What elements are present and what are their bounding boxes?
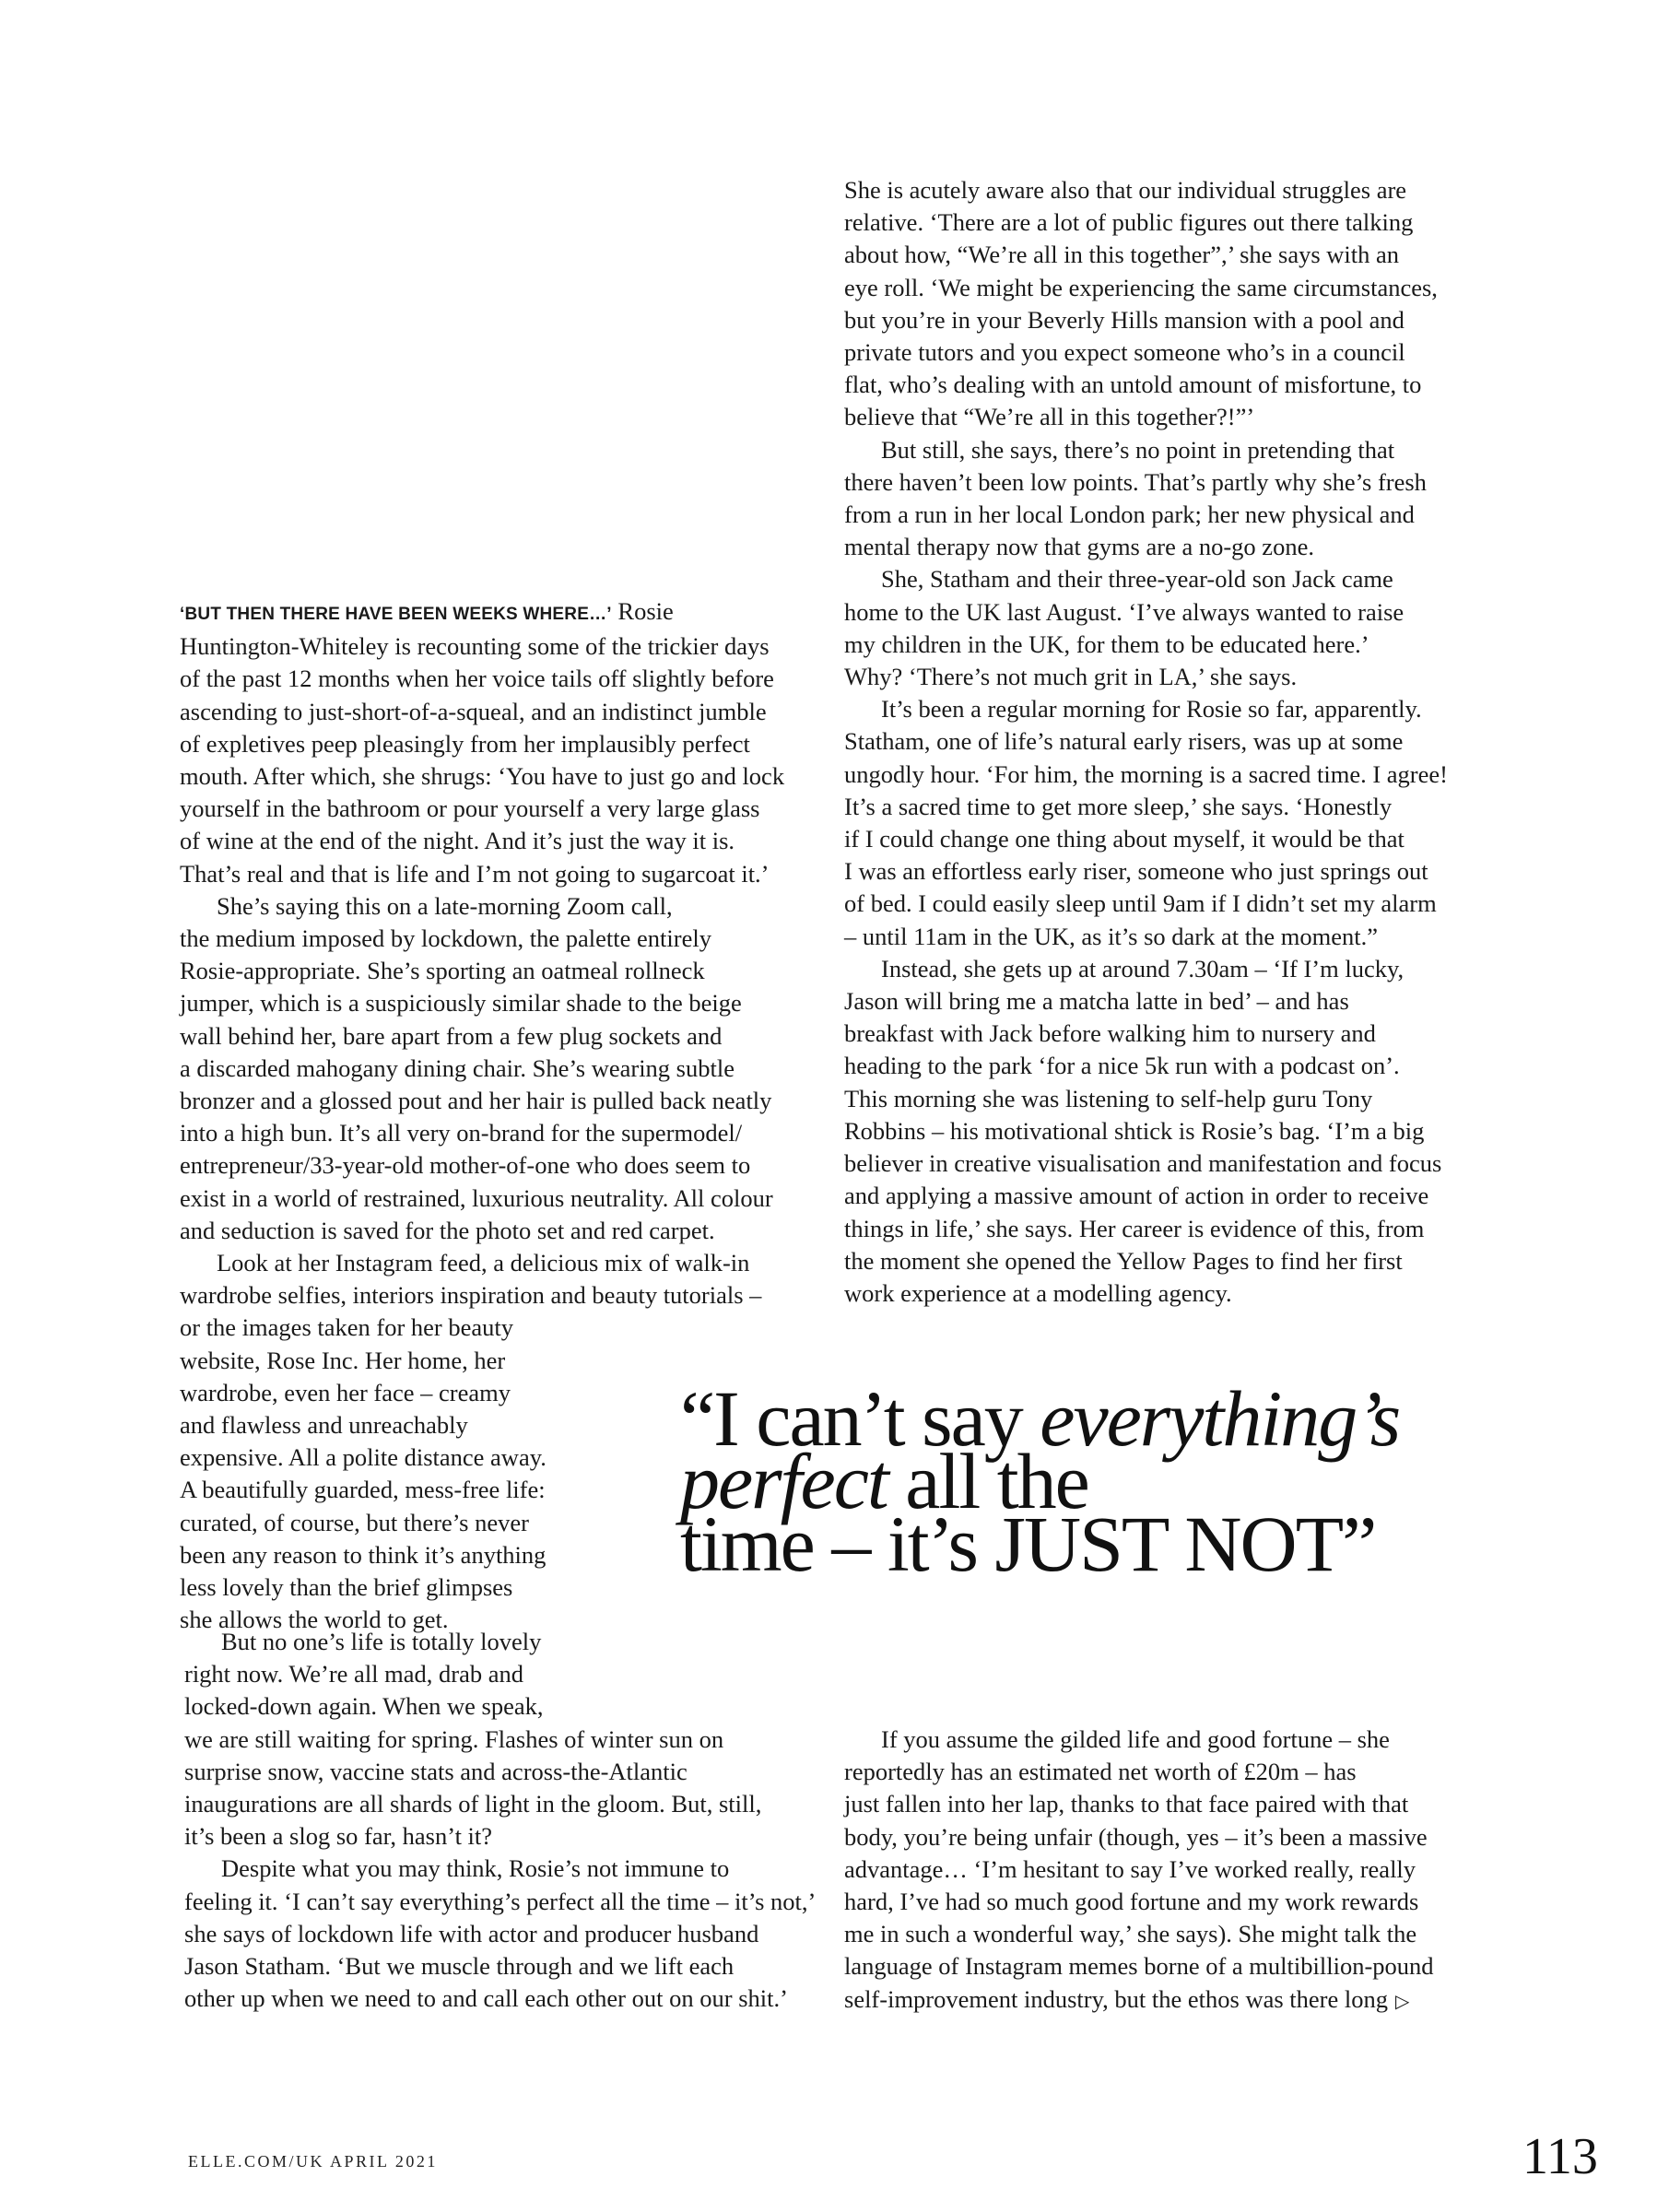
paragraph-text: If you assume the gilded life and good fortune – she reportedly has an estimated net worth of £20m – has just fallen into her lap, thanks to that face paired with that body, you’re being unfair (though, yes – it’s been a massive advantage… ‘I’m hesitant to say I’ve worked really, really hard, I’ve had so much good fortune and my work rewards me in such a wonderful way,’ she says). She might talk the language of Instagram memes borne of a multibillion-pound self-improvement industry, but the ethos was there long (844, 1725, 1434, 2013)
article-right-column-bottom (844, 1724, 1489, 2018)
paragraph (844, 1724, 1489, 2018)
pull-quote (680, 1374, 1491, 1588)
paragraph: Despite what you may think, Rosie’s not immune to feeling it. ‘I can’t say everything’s perfect all the time – it’s not,’ she says of lockdown life with actor and producer husband Jason Statham. ‘But we muscle through and we lift each other up when we need to and call each other out on our shit.’ (184, 1854, 817, 2013)
article-left-column-bottom (184, 1626, 844, 2015)
pull-quote-emphasis: everything’s (1040, 1374, 1400, 1463)
paragraph: Look at her Instagram feed, a delicious mix of walk-in wardrobe selfies, interiors inspiration and beauty tutorials – or the images taken for her beauty website, Rose Inc. Her home, her wardrobe, even her face – creamy and flawless and unreachably expensive. All a polite distance away. A beautifully guarded, mess-free life: curated, of course, but there’s never been any reason to think it’s anything less lovely than the brief glimpses she allows the world to get. (180, 1249, 762, 1634)
kicker: ‘BUT THEN THERE HAVE BEEN WEEKS WHERE…’ (180, 605, 612, 624)
pull-quote-emphasis: perfect (680, 1437, 887, 1525)
paragraph: But no one’s life is totally lovely right now. We’re all mad, drab and locked-down again. When we speak, we are still waiting for spring. Flashes of winter sun on surprise snow, vaccine stats and across-the-Atlantic inaugurations are all shards of light in the gloom. But, still, it’s been a slog so far, hasn’t it? (184, 1628, 762, 1851)
paragraph: She, Statham and their three-year-old son Jack came home to the UK last August. ‘I’ve always wanted to raise my children in the UK, for them to be educated here.’ Why? ‘There’s not much grit in LA,’ she says. (844, 565, 1405, 691)
page-number: 113 (1522, 2128, 1598, 2185)
footer-publication: ELLE.COM/UK APRIL 2021 (188, 2152, 438, 2171)
paragraph-text: Rosie Huntington-Whiteley is recounting some of the trickier days of the past 12 months when her voice tails off slightly before ascending to just-short-of-a-squeal, and an indistinct jumble of expletives peep pleasingly from her implausibly perfect mouth. After which, she shrugs: ‘You have to just go and lock yourself in the bathroom or pour yourself a very large glass of wine at the end of the night. And it’s just the way it is. That’s real and that is life and I’m not going to sugarcoat it.’ (180, 597, 785, 888)
pull-quote-text: “I can’t say (680, 1374, 1040, 1463)
paragraph: It’s been a regular morning for Rosie so far, apparently. Statham, one of life’s natural early risers, was up at some ungodly hour. ‘For him, the morning is a sacred time. I agree! It’s a sacred time to get more sleep,’ she says. ‘Honestly if I could change one thing about myself, it would be that I was an effortless early riser, someone who just springs out of bed. I could easily sleep until 9am if I didn’t set my alarm – until 11am in the UK, as it’s so dark at the moment.” (844, 695, 1448, 950)
continue-arrow-icon: ▷ (1395, 1991, 1410, 2012)
paragraph: She’s saying this on a late-morning Zoom call, the medium imposed by lockdown, the palette entirely Rosie-appropriate. She’s sporting an oatmeal rollneck jumper, which is a suspiciously similar shade to the beige wall behind her, bare apart from a few plug sockets and a discarded mahogany dining chair. She’s wearing subtle bronzer and a glossed pout and her hair is pulled back neatly into a high bun. It’s all very on-brand for the supermodel/ entrepreneur/33-year-old mother-of-one who does seem to exist in a world of restrained, luxurious neutrality. All colour and seduction is saved for the photo set and red carpet. (180, 891, 773, 1244)
paragraph: But still, she says, there’s no point in pretending that there haven’t been low points. That’s partly why she’s fresh from a run in her local London park; her new physical and mental therapy now that gyms are a no-go zone. (844, 435, 1427, 561)
paragraph (180, 595, 840, 890)
paragraph: She is acutely aware also that our individual struggles are relative. ‘There are a lot of public figures out there talking about how, “We’re all in this together”,’ she says with an eye roll. ‘We might be experiencing the same circumstances, but you’re in your Beverly Hills mansion with a pool and private tutors and you expect someone who’s in a council flat, who’s dealing with an untold amount of misfortune, to believe that “We’re all in this together?!”’ (844, 176, 1438, 431)
pull-quote-line: time – it’s JUST NOT” (680, 1500, 1376, 1588)
pull-quote-text: all the (887, 1437, 1088, 1525)
article-right-column-top (844, 174, 1489, 1310)
paragraph: Instead, she gets up at around 7.30am – ‘If I’m lucky, Jason will bring me a matcha latte in bed’ – and has breakfast with Jack before walking him to nursery and heading to the park ‘for a nice 5k run with a podcast on’. This morning she was listening to self-help guru Tony Robbins – his motivational shtick is Rosie’s bag. ‘I’m a big believer in creative visualisation and manifestation and focus and applying a massive amount of action in order to receive things in life,’ she says. Her career is evidence of this, from the moment she opened the Yellow Pages to find her first work experience at a modelling agency. (844, 954, 1442, 1307)
